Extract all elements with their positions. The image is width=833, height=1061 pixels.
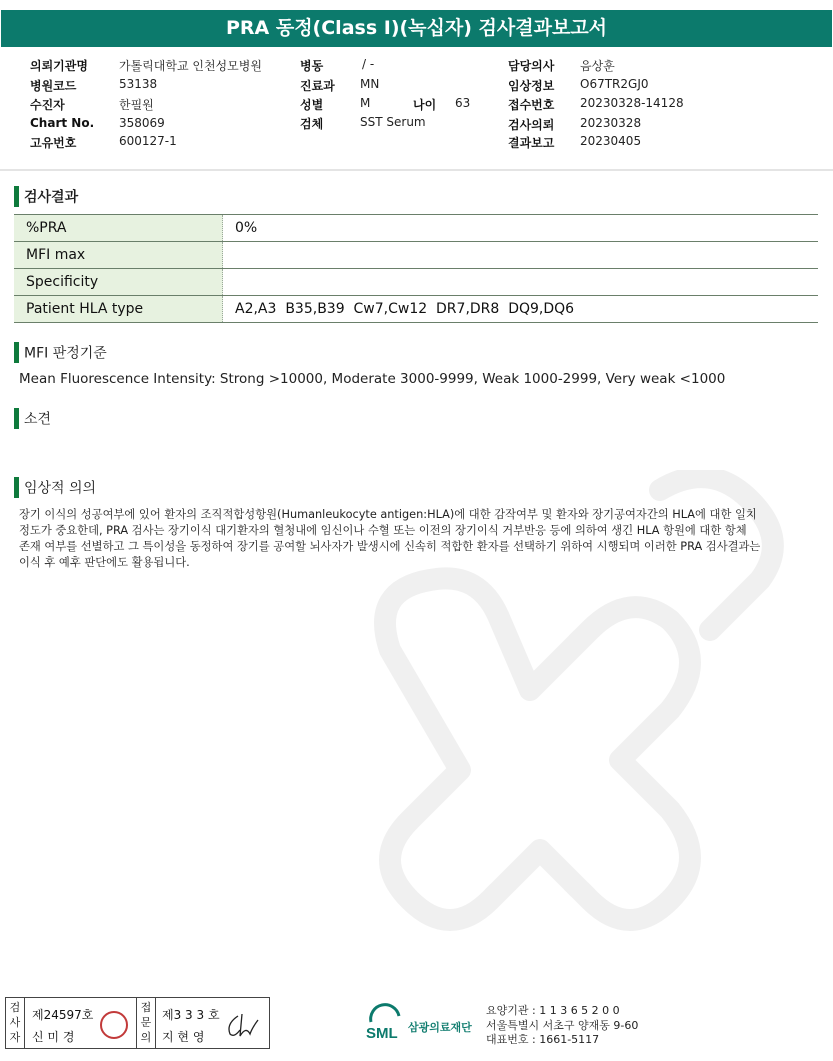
header-divider	[0, 169, 833, 171]
age-label: 나이	[413, 98, 437, 112]
address-line: 대표번호 : 1661-5117	[486, 1033, 600, 1046]
signature-box	[5, 997, 270, 1049]
uid-value: 600127-1	[119, 134, 177, 148]
sml-logo-icon	[365, 1002, 405, 1042]
chart-label: Chart No.	[30, 116, 95, 130]
institution-label: 의뢰기관명	[30, 59, 88, 73]
approver-label	[136, 998, 156, 1048]
result-value	[223, 269, 819, 296]
address-line: 서울특별시 서초구 양재동 9-60	[486, 1018, 639, 1032]
text-line: 정도가 중요한데, PRA 검사는 장기이식 대기환자의 혈청내에 임신이나 수혈 또는 이전의 장기이식 거부반응 등에 의하여 생긴 HLA 항원에 대한 항체	[19, 524, 747, 537]
dept-value: MN	[360, 77, 380, 91]
seal-stamp-icon	[100, 1011, 128, 1039]
patient-info	[0, 50, 833, 156]
reqno-label: 접수번호	[508, 98, 555, 112]
clinical-value: O67TR2GJ0	[580, 77, 649, 91]
repdate-label: 결과보고	[508, 136, 555, 150]
org-name: 삼광의료재단	[408, 1021, 472, 1034]
result-value	[223, 242, 819, 269]
clinical-heading-text: 임상적 의의	[24, 480, 97, 497]
approver-license: 제3 3 3 호	[162, 1008, 220, 1022]
text-line: 장기 이식의 성공여부에 있어 환자의 조직적합성항원(Humanleukocyte antigen:HLA)에 대한 감작여부 및 환자와 장기공여자간의 HLA에 대한 일치	[19, 508, 757, 521]
mfi-heading-text: MFI 판정기준	[24, 345, 107, 362]
section-marker	[14, 342, 19, 363]
ward-value: / -	[362, 57, 375, 71]
section-marker	[14, 477, 19, 498]
footer	[0, 992, 833, 1056]
checker-label-text: 검사자	[9, 1001, 21, 1044]
result-value: 0%	[223, 215, 819, 242]
section-marker	[14, 186, 19, 207]
sex-value: M	[360, 96, 371, 110]
result-value: A2,A3 B35,B39 Cw7,Cw12 DR7,DR8 DQ9,DQ6	[223, 296, 819, 323]
text-line: 이식 후 예후 판단에도 활용됩니다.	[19, 556, 190, 569]
table-row	[14, 242, 818, 269]
report-title: PRA 동정(Class I)(녹십자) 검사결과보고서	[1, 10, 832, 47]
hospcode-value: 53138	[119, 77, 158, 91]
sex-label: 성별	[300, 98, 324, 112]
reqdate-label: 검사의뢰	[508, 118, 555, 132]
patient-label: 수진자	[30, 98, 65, 112]
results-heading-text: 검사결과	[24, 189, 79, 206]
reqno-value: 20230328-14128	[580, 96, 684, 110]
text-line: 존재 여부를 선별하고 그 특이성을 동정하여 장기를 공여할 뇌사자가 발생시에 신속히 적합한 환자를 선택하기 위하여 시행되며 이러한 PRA 검사결과는	[19, 540, 761, 553]
hospcode-label: 병원코드	[30, 79, 77, 93]
checker-license: 제24597호	[32, 1008, 94, 1022]
clinical-heading	[14, 477, 96, 498]
address-line: 요양기관 : 1 1 3 6 5 2 0 0	[486, 1004, 620, 1017]
clinical-significance-text	[19, 507, 819, 571]
approver-name: 지 현 영	[162, 1030, 205, 1044]
mfi-heading	[14, 342, 107, 363]
checker-name: 신 미 경	[32, 1030, 75, 1044]
patient-value: 한필원	[119, 98, 154, 112]
signature-icon	[224, 1010, 262, 1040]
chart-value: 358069	[119, 116, 165, 130]
result-key: %PRA	[14, 215, 223, 242]
opinion-heading	[14, 408, 51, 429]
org-address	[486, 1004, 638, 1048]
specimen-label: 검체	[300, 117, 324, 131]
table-row	[14, 269, 818, 296]
institution-value: 가톨릭대학교 인천성모병원	[119, 59, 262, 73]
table-row	[14, 296, 818, 323]
table-row	[14, 215, 818, 242]
checker-label	[6, 998, 25, 1048]
mfi-criteria-text: Mean Fluorescence Intensity: Strong >10000, Moderate 3000-9999, Weak 1000-2999, Very weak <1000	[19, 371, 726, 387]
result-key: Patient HLA type	[14, 296, 223, 323]
dept-label: 진료과	[300, 79, 335, 93]
doctor-value: 음상훈	[580, 59, 615, 73]
opinion-heading-text: 소견	[24, 411, 52, 428]
repdate-value: 20230405	[580, 134, 642, 148]
specimen-value: SST Serum	[360, 115, 426, 129]
clinical-label: 임상정보	[508, 79, 555, 93]
section-marker	[14, 408, 19, 429]
age-value: 63	[455, 96, 471, 110]
ward-label: 병동	[300, 59, 324, 73]
results-heading	[14, 186, 78, 207]
results-table	[14, 214, 818, 323]
uid-label: 고유번호	[30, 136, 77, 150]
sml-logo-text: SML	[366, 1025, 398, 1042]
result-key: Specificity	[14, 269, 223, 296]
doctor-label: 담당의사	[508, 59, 555, 73]
reqdate-value: 20230328	[580, 116, 642, 130]
approver-label-text: 접문의	[140, 1001, 152, 1044]
result-key: MFI max	[14, 242, 223, 269]
